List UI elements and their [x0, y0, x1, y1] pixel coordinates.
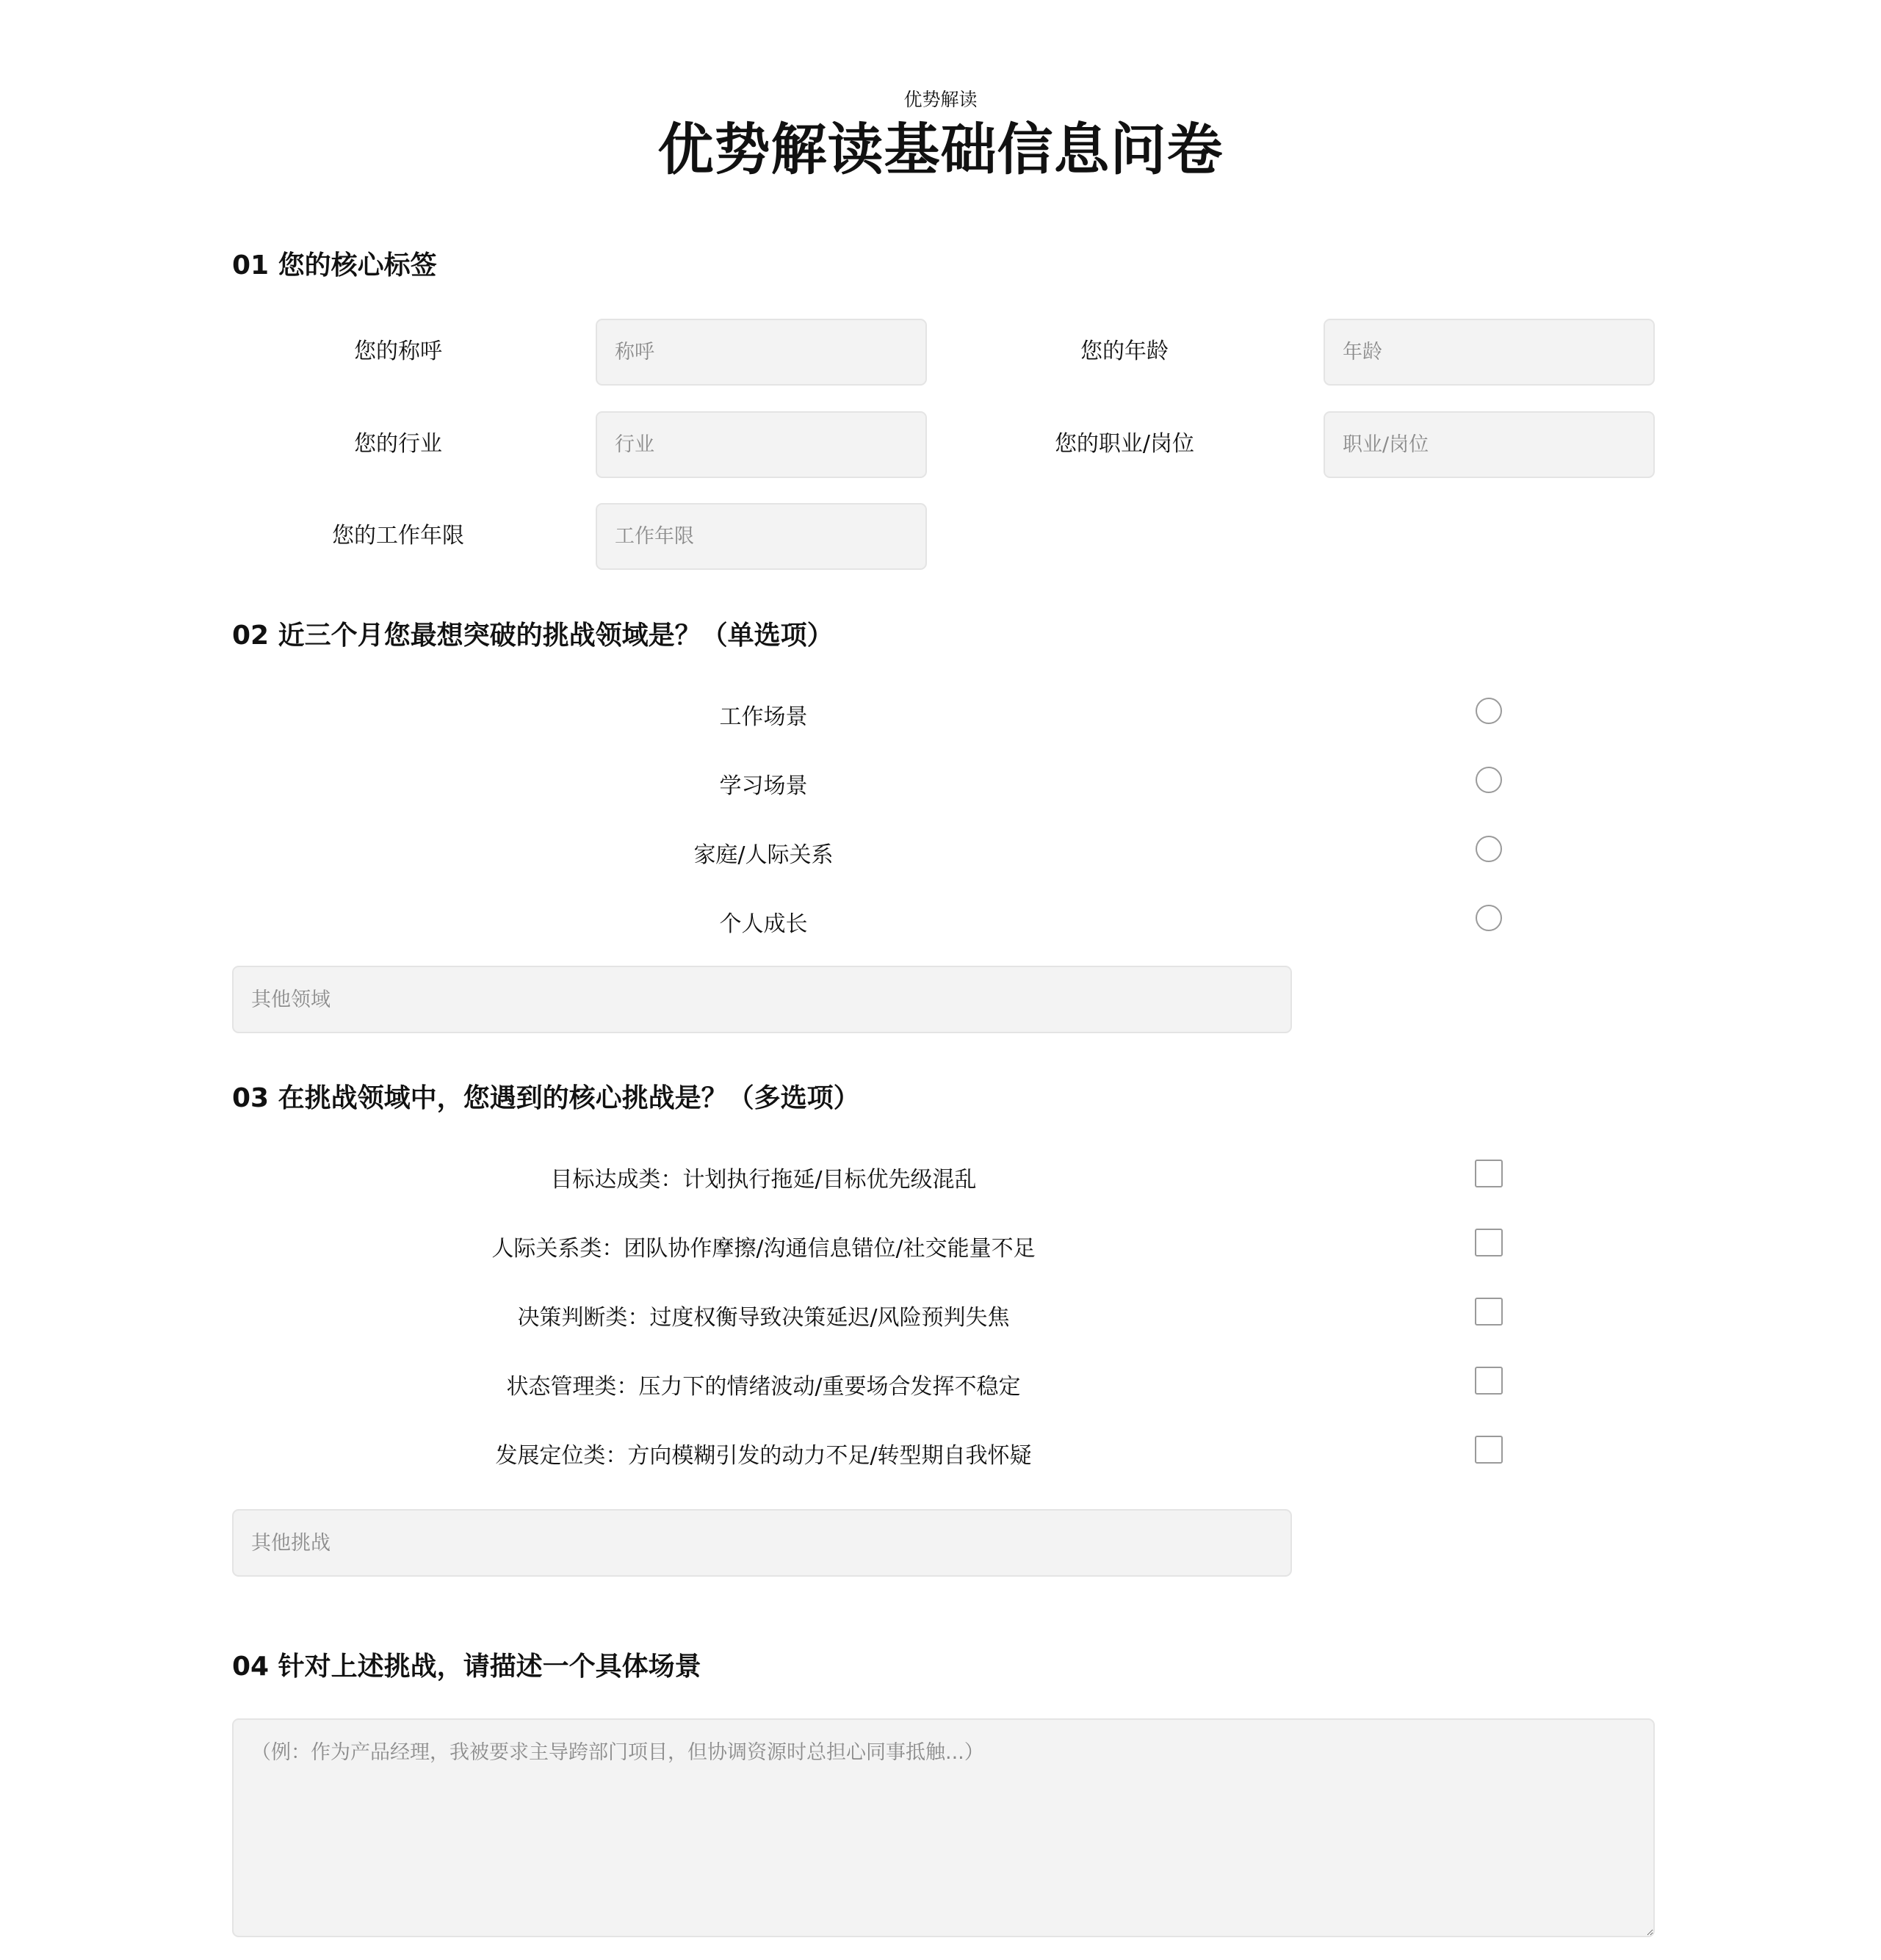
nickname-input[interactable] — [596, 319, 927, 386]
checkbox-development[interactable] — [1475, 1436, 1503, 1464]
option-label-work: 工作场景 — [719, 704, 808, 730]
work-years-input[interactable] — [596, 503, 927, 570]
nickname-label: 您的称呼 — [354, 339, 442, 364]
scenario-textarea[interactable] — [232, 1718, 1655, 1937]
work-years-label: 您的工作年限 — [332, 523, 464, 549]
radio-family[interactable] — [1476, 836, 1502, 862]
option-label-goal: 目标达成类：计划执行拖延/目标优先级混乱 — [550, 1167, 977, 1193]
section-title-core-tags: 01 您的核心标签 — [232, 250, 437, 281]
age-label: 您的年龄 — [1080, 339, 1169, 364]
radio-work[interactable] — [1476, 698, 1502, 724]
option-label-growth: 个人成长 — [719, 911, 808, 937]
option-label-development: 发展定位类：方向模糊引发的动力不足/转型期自我怀疑 — [495, 1443, 1032, 1469]
option-label-relationship: 人际关系类：团队协作摩擦/沟通信息错位/社交能量不足 — [491, 1236, 1036, 1262]
page-subtitle: 优势解读 — [903, 89, 978, 110]
industry-input[interactable] — [596, 411, 927, 478]
radio-growth[interactable] — [1476, 905, 1502, 931]
occupation-label: 您的职业/岗位 — [1054, 431, 1195, 457]
page-title: 优势解读基础信息问卷 — [657, 117, 1224, 182]
occupation-input[interactable] — [1324, 411, 1655, 478]
section-title-challenge-area: 02 近三个月您最想突破的挑战领域是？（单选项） — [232, 621, 834, 651]
checkbox-goal[interactable] — [1475, 1160, 1503, 1187]
industry-label: 您的行业 — [354, 431, 442, 457]
checkbox-state[interactable] — [1475, 1367, 1503, 1395]
other-challenge-input[interactable] — [232, 1509, 1292, 1577]
age-input[interactable] — [1324, 319, 1655, 386]
section-title-scenario: 04 针对上述挑战，请描述一个具体场景 — [232, 1652, 701, 1682]
option-label-decision: 决策判断类：过度权衡导致决策延迟/风险预判失焦 — [517, 1305, 1010, 1331]
option-label-family: 家庭/人际关系 — [693, 842, 834, 868]
option-label-state: 状态管理类：压力下的情绪波动/重要场合发挥不稳定 — [506, 1374, 1021, 1400]
radio-study[interactable] — [1476, 767, 1502, 793]
checkbox-decision[interactable] — [1475, 1298, 1503, 1326]
option-label-study: 学习场景 — [719, 773, 808, 799]
section-title-core-challenges: 03 在挑战领域中，您遇到的核心挑战是？（多选项） — [232, 1083, 860, 1113]
checkbox-relationship[interactable] — [1475, 1229, 1503, 1256]
other-area-input[interactable] — [232, 966, 1292, 1033]
